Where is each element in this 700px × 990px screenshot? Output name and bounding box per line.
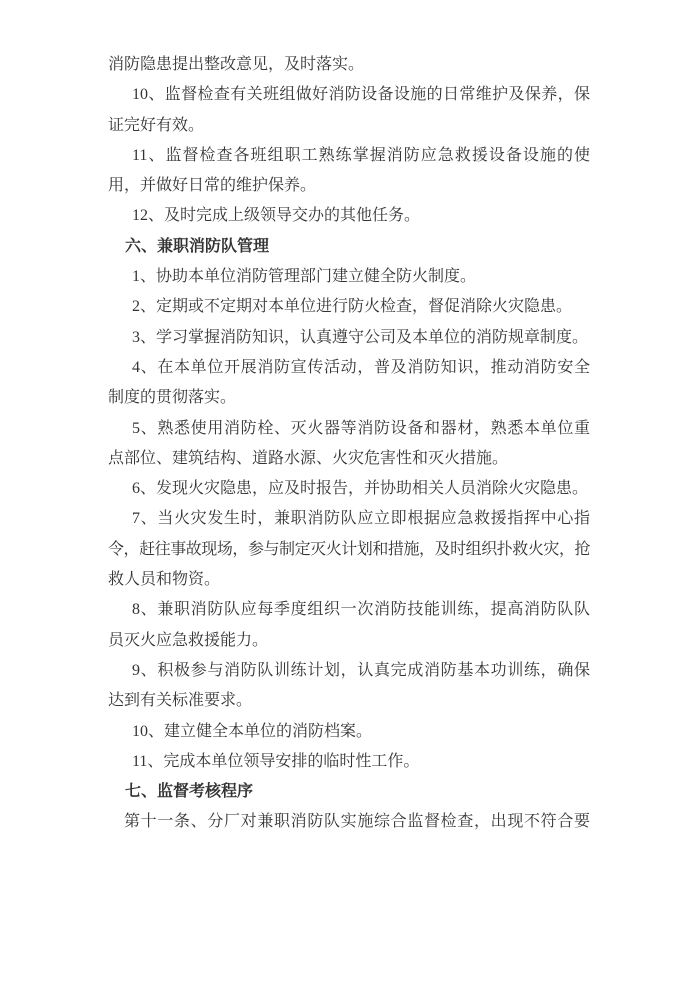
section-heading-6: 六、兼职消防队管理	[125, 237, 270, 255]
list-item-line: 1、协助本单位消防管理部门建立健全防火制度。	[132, 268, 477, 286]
section-heading-7: 七、监督考核程序	[125, 783, 254, 801]
list-item-line: 7、当火灾发生时，兼职消防队应立即根据应急救援指挥中心指	[132, 510, 590, 528]
text-line: 10、监督检查有关班组做好消防设备设施的日常维护及保养，保	[132, 86, 590, 104]
text-line: 达到有关标准要求。	[108, 692, 253, 710]
list-item-line: 9、积极参与消防队训练计划，认真完成消防基本功训练，确保	[132, 661, 590, 679]
list-item-line: 3、学习掌握消防知识，认真遵守公司及本单位的消防规章制度。	[132, 328, 589, 346]
text-line: 令，赶往事故现场，参与制定灭火计划和措施，及时组织扑救火灾，抢	[108, 540, 591, 558]
list-item-line: 4、在本单位开展消防宣传活动，普及消防知识，推动消防安全	[132, 358, 590, 376]
list-item-line: 8、兼职消防队应每季度组织一次消防技能训练，提高消防队队	[132, 601, 590, 619]
text-line: 救人员和物资。	[108, 571, 221, 589]
text-line: 用，并做好日常的维护保养。	[108, 177, 317, 195]
list-item-line: 2、定期或不定期对本单位进行防火检查，督促消除火灾隐患。	[132, 298, 573, 316]
text-line: 证完好有效。	[108, 116, 205, 134]
text-line: 制度的贯彻落实。	[108, 389, 237, 407]
clause-line: 第十一条、分厂对兼职消防队实施综合监督检查，出现不符合要	[124, 813, 590, 831]
list-item-line: 10、建立健全本单位的消防档案。	[132, 722, 373, 740]
list-item-line: 5、熟悉使用消防栓、灭火器等消防设备和器材，熟悉本单位重	[132, 419, 590, 437]
text-line: 消防隐患提出整改意见，及时落实。	[108, 56, 365, 73]
text-line: 11、监督检查各班组职工熟练掌握消防应急救援设备设施的使	[132, 146, 590, 164]
text-line: 点部位、建筑结构、道路水源、火灾危害性和灭火措施。	[108, 449, 509, 467]
text-line: 员灭火应急救援能力。	[108, 631, 269, 649]
list-item-line: 6、发现火灾隐患，应及时报告，并协助相关人员消除火灾隐患。	[132, 480, 589, 498]
text-line: 12、及时完成上级领导交办的其他任务。	[132, 207, 421, 225]
list-item-line: 11、完成本单位领导安排的临时性工作。	[132, 752, 420, 770]
